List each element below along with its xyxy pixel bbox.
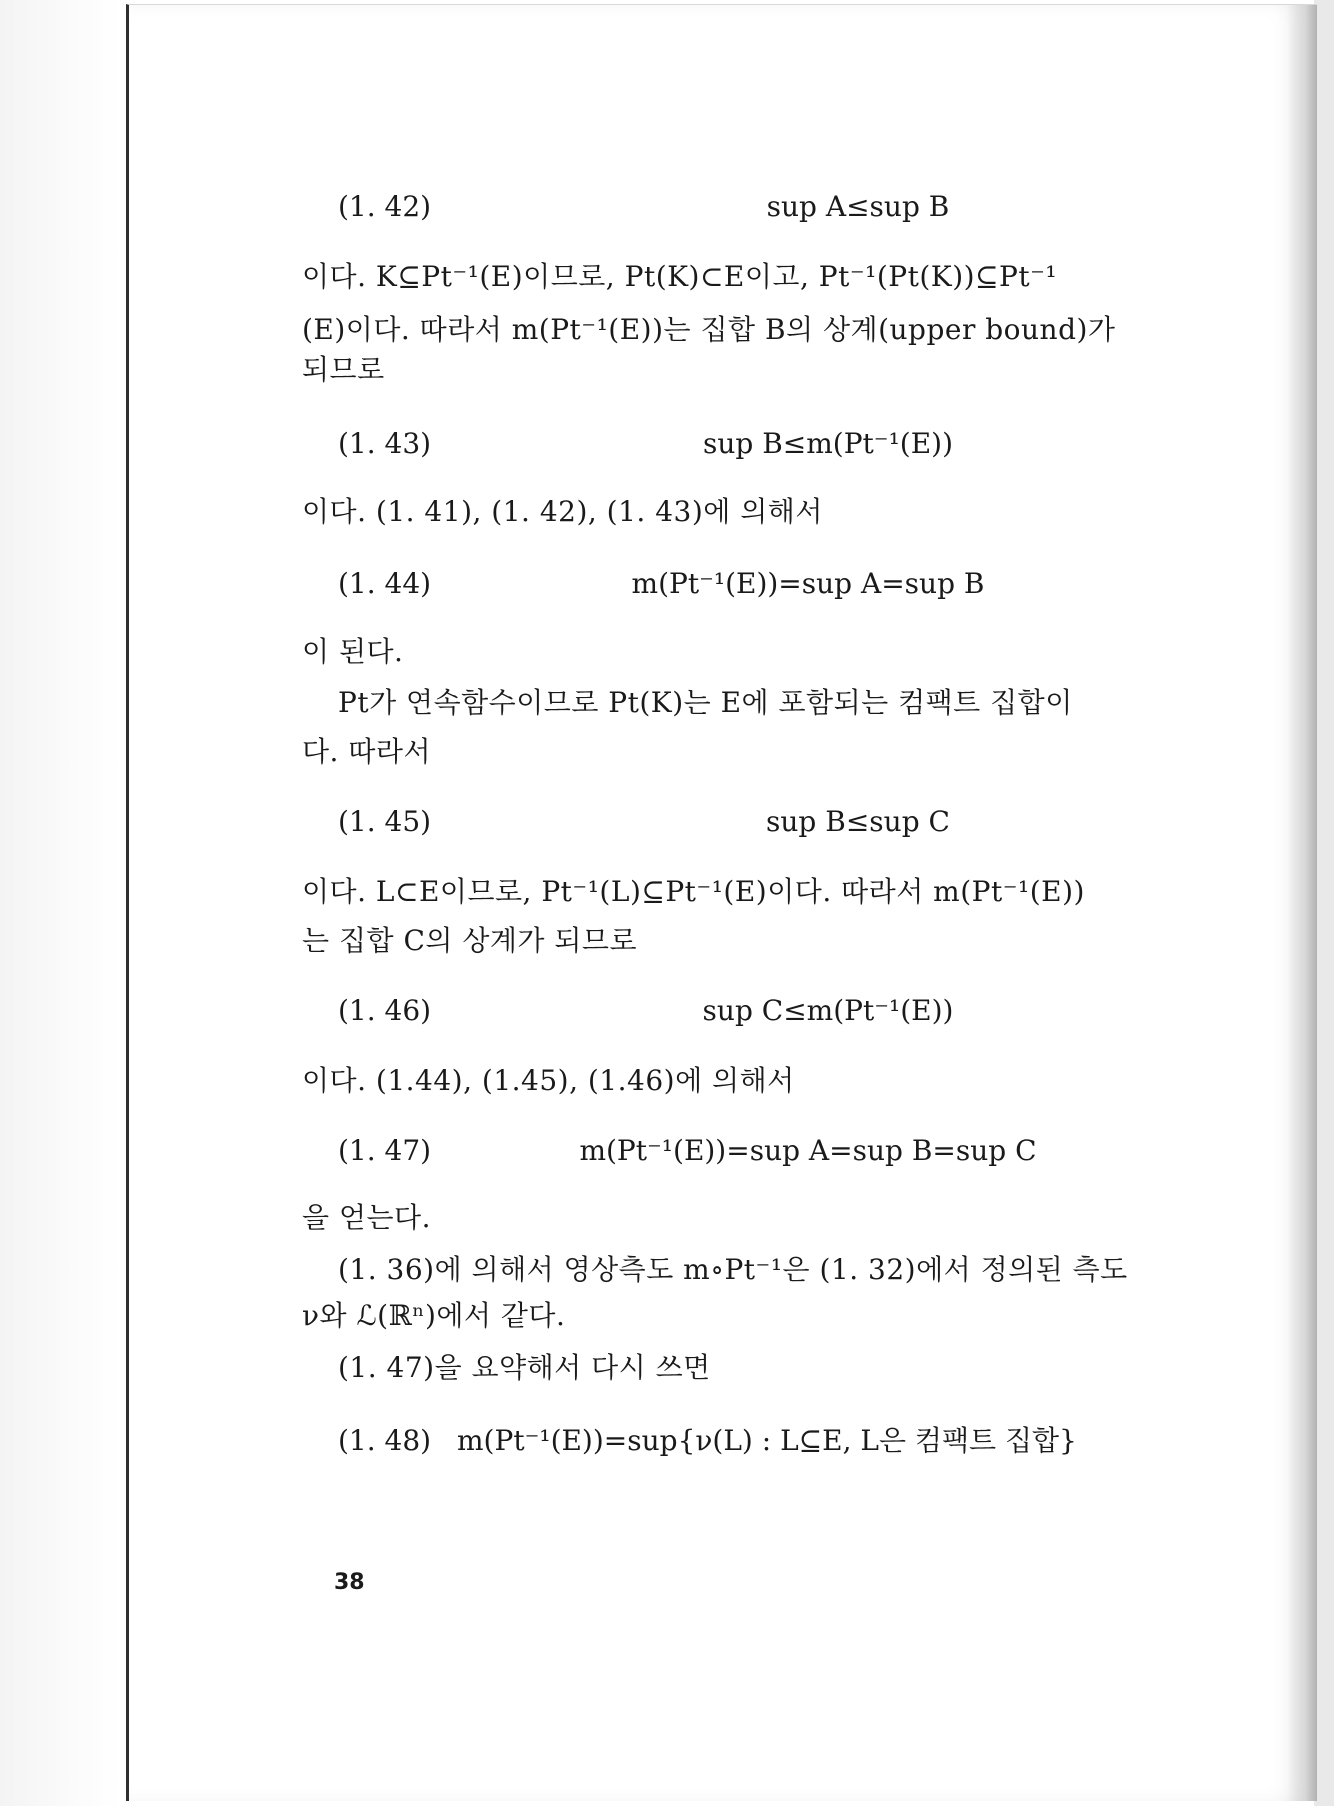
paragraph-line: 이다. L⊂E이므로, Pt⁻¹(L)⊆Pt⁻¹(E)이다. 따라서 m(Pt⁻¹(E)) [302, 875, 1085, 908]
equation-body: sup B≤m(Pt⁻¹(E)) [702, 427, 954, 460]
paragraph-line: Pt가 연속함수이므로 Pt(K)는 E에 포함되는 컴팩트 집합이 [338, 686, 1073, 719]
equation-label: (1. 44) [338, 567, 432, 600]
equation-body: sup A≤sup B [766, 190, 950, 223]
paragraph-line: 되므로 [302, 353, 385, 386]
page-edge [1314, 0, 1334, 1806]
equation-1-43 [302, 424, 1214, 464]
equation-1-46 [302, 991, 1214, 1031]
page-number: 38 [334, 1570, 365, 1595]
paragraph-line: 이다. (1. 41), (1. 42), (1. 43)에 의해서 [302, 495, 823, 528]
paragraph-line: (E)이다. 따라서 m(Pt⁻¹(E))는 집합 B의 상계(upper bound)가 [302, 313, 1116, 346]
equation-1-45 [302, 802, 1214, 842]
equation-label: (1. 48) [338, 1424, 432, 1457]
paragraph-line: (1. 36)에 의해서 영상측도 m∘Pt⁻¹은 (1. 32)에서 정의된 측도 [338, 1253, 1128, 1286]
equation-1-47 [302, 1131, 1214, 1171]
paragraph-line: 이다. K⊆Pt⁻¹(E)이므로, Pt(K)⊂E이고, Pt⁻¹(Pt(K))⊆Pt⁻¹ [302, 260, 1058, 293]
equation-label: (1. 43) [338, 427, 432, 460]
equation-body: sup C≤m(Pt⁻¹(E)) [702, 994, 954, 1027]
scan-margin [0, 0, 122, 1806]
paragraph-line: 이 된다. [302, 635, 404, 668]
paragraph-line: 이다. (1.44), (1.45), (1.46)에 의해서 [302, 1064, 795, 1097]
equation-1-42 [302, 187, 1214, 227]
equation-body: m(Pt⁻¹(E))=sup{ν(L) : L⊆E, L은 컴팩트 집합} [457, 1424, 1077, 1457]
equation-body: m(Pt⁻¹(E))=sup A=sup B [631, 567, 985, 600]
equation-1-44 [302, 564, 1214, 604]
paragraph-line: 다. 따라서 [302, 735, 431, 768]
paragraph-line: ν와 ℒ(ℝⁿ)에서 같다. [302, 1299, 566, 1332]
equation-label: (1. 42) [338, 190, 432, 223]
paragraph-line: (1. 47)을 요약해서 다시 쓰면 [338, 1351, 711, 1384]
equation-body: m(Pt⁻¹(E))=sup A=sup B=sup C [579, 1134, 1037, 1167]
equation-label: (1. 46) [338, 994, 432, 1027]
equation-label: (1. 45) [338, 805, 432, 838]
paragraph-line: 는 집합 C의 상계가 되므로 [302, 924, 638, 957]
equation-label: (1. 47) [338, 1134, 432, 1167]
equation-1-48 [302, 1421, 1214, 1461]
equation-body: sup B≤sup C [766, 805, 950, 838]
paragraph-line: 을 얻는다. [302, 1201, 431, 1234]
